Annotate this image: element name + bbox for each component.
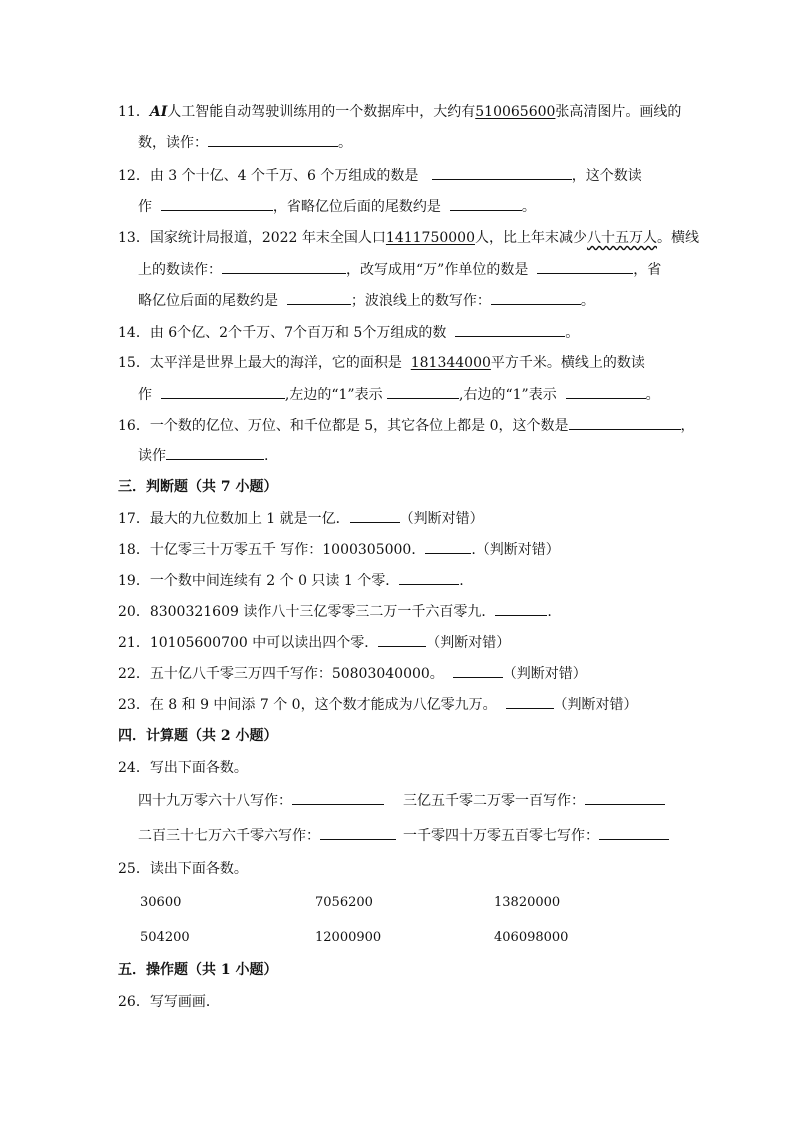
answer-blank[interactable]	[453, 663, 503, 678]
question-23	[118, 694, 638, 715]
q13-punct: 。	[580, 293, 595, 309]
q11-text: 人工智能自动驾驶训练用的一个数据库中，大约有	[167, 104, 476, 120]
number-to-read: 12000900	[315, 930, 382, 945]
q16-text: 16．一个数的亿位、万位、和千位都是 5，其它各位上都是 0，这个数是	[118, 418, 569, 434]
answer-blank[interactable]	[537, 259, 633, 274]
answer-blank[interactable]	[161, 196, 273, 211]
question-11-line-2	[138, 132, 352, 153]
q12-punct: 。	[521, 199, 536, 215]
answer-blank[interactable]	[569, 415, 681, 430]
answer-blank[interactable]	[432, 165, 572, 180]
answer-blank[interactable]	[599, 825, 669, 840]
question-21	[118, 632, 510, 653]
q23-text: 23．在 8 和 9 中间添 7 个 0，这个数才能成为八亿零九万。	[118, 697, 497, 713]
q13-read-label: 上的数读作：	[138, 262, 222, 278]
question-11	[118, 102, 681, 122]
q16-read-label: 读作	[138, 448, 166, 464]
q15-underlined-number: 181344000	[410, 355, 491, 371]
number-to-read: 30600	[140, 895, 182, 910]
q18-text: 18．十亿零三十万零五千 写作：1000305000．	[118, 542, 426, 558]
question-20	[118, 601, 552, 622]
answer-blank[interactable]	[450, 196, 522, 211]
answer-blank[interactable]	[287, 290, 351, 305]
question-12-line-2	[138, 196, 536, 217]
question-13	[118, 228, 699, 248]
q12-text: 12．由 3 个十亿、4 个千万、6 个万组成的数是	[118, 168, 419, 184]
answer-blank[interactable]	[425, 539, 471, 554]
q11-text-end: 张高清图片。画线的	[555, 104, 682, 120]
question-22	[118, 663, 587, 684]
q11-underlined-number: 510065600	[475, 104, 556, 120]
answer-blank[interactable]	[566, 384, 646, 399]
answer-blank[interactable]	[378, 632, 426, 647]
q12-text-2: ，这个数读	[571, 168, 642, 184]
question-24-row-1	[138, 790, 384, 811]
question-19	[118, 570, 464, 591]
question-13-line-2	[138, 259, 661, 280]
q13-text-7: ；波浪线上的数写作：	[350, 293, 491, 309]
q13-text: 13．国家统计局报道，2022 年末全国人口	[118, 230, 386, 246]
question-13-line-3	[138, 290, 595, 311]
section-heading-calculation: 四．计算题（共 2 小题）	[118, 728, 278, 744]
q24-item-2: 三亿五千零二万零一百写作：	[403, 793, 585, 809]
q19-text: 19．一个数中间连续有 2 个 0 只读 1 个零．	[118, 573, 400, 589]
question-24-row-2b	[403, 825, 669, 846]
q13-text-3: 。横线	[656, 230, 699, 246]
answer-blank[interactable]	[506, 694, 554, 709]
answer-blank[interactable]	[585, 790, 665, 805]
question-24-title: 24．写出下面各数。	[118, 760, 248, 776]
answer-blank[interactable]	[161, 384, 285, 399]
answer-blank[interactable]	[387, 384, 459, 399]
q15-text-4: ,右边的“1”表示	[459, 387, 557, 403]
q20-text: 20．8300321609 读作八十三亿零零三二万一千六百零九．	[118, 604, 496, 620]
q22-suffix: （判断对错）	[502, 666, 587, 682]
question-17	[118, 508, 484, 529]
answer-blank[interactable]	[350, 508, 400, 523]
q15-text: 15．太平洋是世界上最大的海洋，它的面积是	[118, 355, 402, 371]
question-26: 26．写写画画．	[118, 994, 220, 1010]
q14-text: 14．由 6个亿、2个千万、7个百万和 5个万组成的数	[118, 325, 447, 341]
q22-text: 22．五十亿八千零三万四千写作：50803040000。	[118, 666, 444, 682]
q13-text-6: 略亿位后面的尾数约是	[138, 293, 278, 309]
q24-item-3: 二百三十七万六千零六写作：	[138, 828, 320, 844]
q11-ai-term: AI	[149, 104, 168, 120]
q24-item-4: 一千零四十万零五百零七写作：	[403, 828, 599, 844]
q12-read-label: 作	[138, 199, 152, 215]
question-25-title: 25．读出下面各数。	[118, 861, 248, 877]
question-18	[118, 539, 560, 560]
q11-punct: 。	[338, 135, 352, 151]
q17-text: 17．最大的九位数加上 1 就是一亿．	[118, 511, 350, 527]
answer-blank[interactable]	[399, 570, 459, 585]
section-heading-judgement: 三．判断题（共 7 小题）	[118, 479, 278, 495]
question-16-line-2	[138, 445, 268, 466]
answer-blank[interactable]	[222, 259, 346, 274]
q20-suffix: .	[547, 604, 552, 620]
answer-blank[interactable]	[166, 445, 264, 460]
q11-read-label: 数，读作：	[138, 135, 208, 151]
answer-blank[interactable]	[320, 825, 396, 840]
answer-blank[interactable]	[491, 290, 581, 305]
q21-text: 21．10105600700 中可以读出四个零．	[118, 635, 379, 651]
section-heading-operation: 五．操作题（共 1 小题）	[118, 962, 278, 978]
q18-suffix: .（判断对错）	[471, 542, 560, 558]
answer-blank[interactable]	[455, 322, 565, 337]
answer-blank[interactable]	[495, 601, 547, 616]
question-24-row-2	[138, 825, 396, 846]
q24-item-1: 四十九万零六十八写作：	[138, 793, 292, 809]
answer-blank[interactable]	[208, 132, 338, 147]
q11-number: 11．	[118, 104, 150, 120]
number-to-read: 13820000	[494, 895, 561, 910]
answer-blank[interactable]	[292, 790, 384, 805]
number-to-read: 7056200	[315, 895, 373, 910]
question-12	[118, 165, 642, 186]
q15-read-label: 作	[138, 387, 152, 403]
q19-suffix: .	[459, 573, 464, 589]
q13-text-4: ，改写成用“万”作单位的数是	[346, 262, 529, 278]
q13-text-2: 人，比上年末减少	[474, 230, 587, 246]
q15-punct: 。	[645, 387, 660, 403]
q13-text-5: ，省	[633, 262, 662, 278]
q13-underlined-number: 1411750000	[385, 230, 475, 246]
q23-suffix: （判断对错）	[553, 697, 638, 713]
q12-text-3: ，省略亿位后面的尾数约是	[272, 199, 441, 215]
q16-punct-2: .	[264, 448, 269, 464]
q15-text-3: ,左边的“1”表示	[284, 387, 383, 403]
question-14	[118, 322, 579, 343]
question-15-line-2	[138, 384, 660, 405]
number-to-read: 504200	[140, 930, 190, 945]
q16-punct: ，	[680, 418, 695, 434]
q17-suffix: （判断对错）	[399, 511, 484, 527]
q14-punct: 。	[565, 325, 580, 341]
number-to-read: 406098000	[494, 930, 569, 945]
question-16	[118, 415, 695, 436]
q21-suffix: （判断对错）	[426, 635, 511, 651]
q13-wavy-number: 八十五万人	[586, 230, 657, 246]
q15-text-2: 平方千米。横线上的数读	[490, 355, 645, 371]
question-15	[118, 353, 645, 373]
question-24-row-1b	[403, 790, 665, 811]
